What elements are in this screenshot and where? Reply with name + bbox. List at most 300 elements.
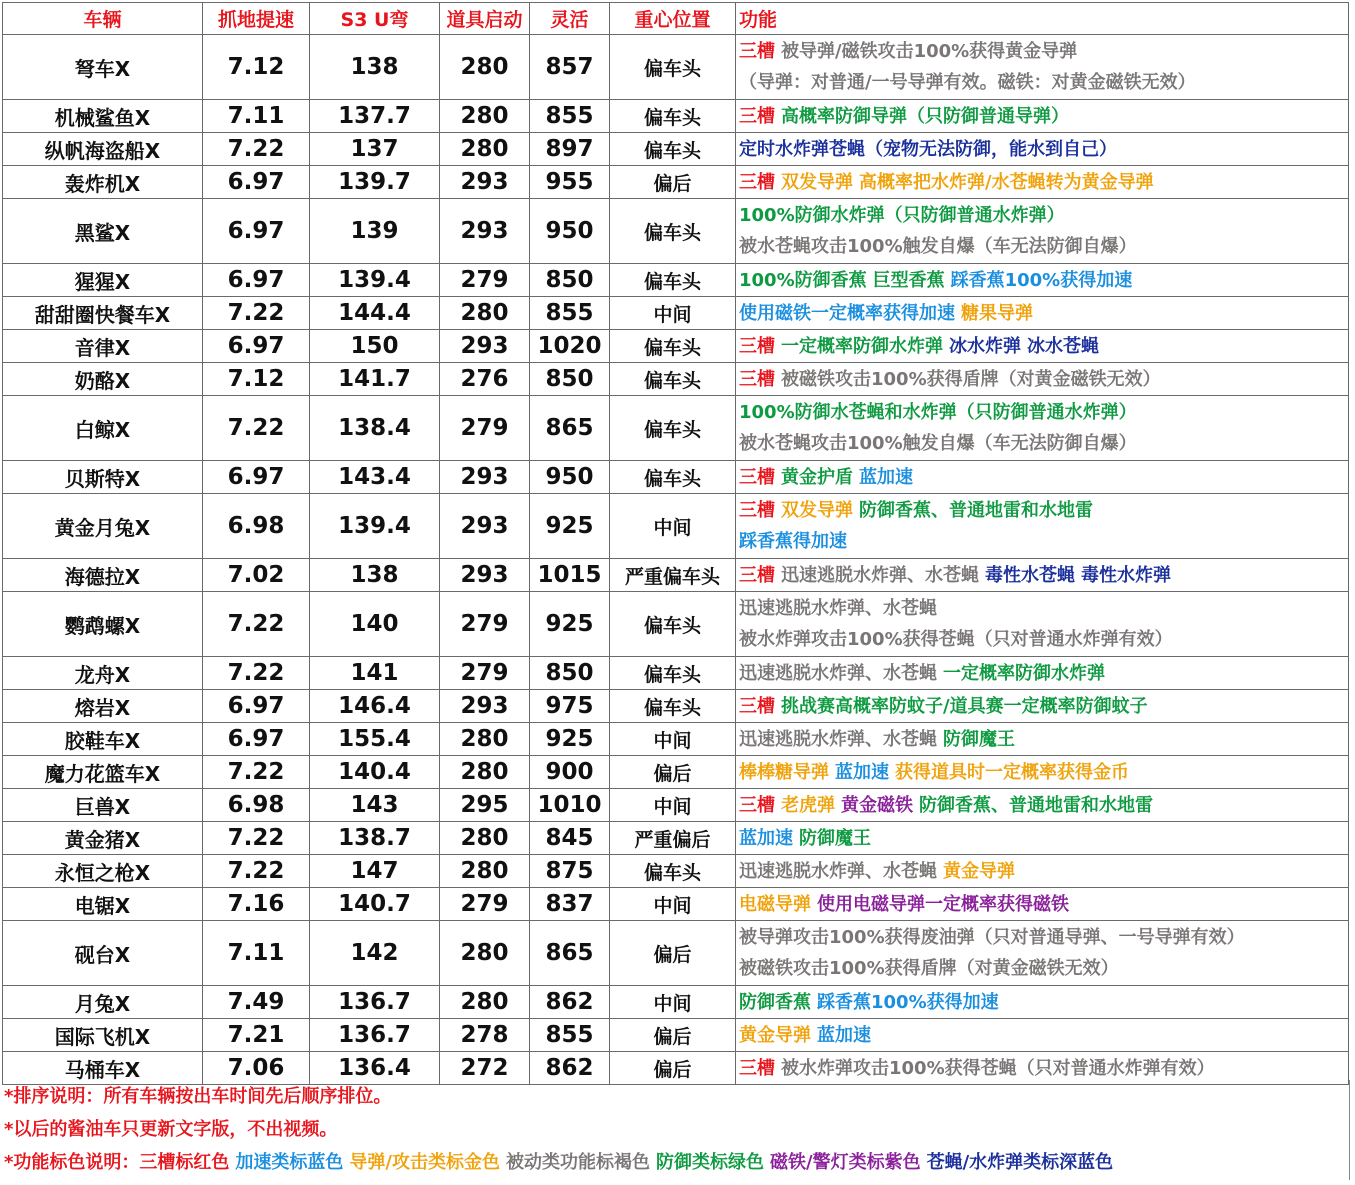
function-cell [736, 166, 1349, 199]
function-segment: 三槽 [739, 466, 775, 488]
function-line [739, 1053, 1348, 1084]
function-line [739, 757, 1348, 788]
agility-value: 865 [530, 396, 610, 461]
uturn-value: 137.7 [310, 100, 440, 133]
function-segment: 毒性水炸弹 [1081, 564, 1171, 586]
function-line [739, 495, 1348, 526]
table-row [3, 133, 1349, 166]
function-line [739, 823, 1348, 854]
item-start-value: 276 [440, 363, 530, 396]
uturn-value: 138 [310, 35, 440, 100]
function-cell [736, 822, 1349, 855]
agility-value: 925 [530, 723, 610, 756]
function-segment: （导弹：对普通/一号导弹有效。磁铁：对黄金磁铁无效） [739, 72, 1196, 93]
function-line [739, 36, 1348, 67]
agility-value: 845 [530, 822, 610, 855]
function-line [739, 298, 1348, 329]
uturn-value: 140.7 [310, 888, 440, 921]
agility-value: 837 [530, 888, 610, 921]
center-of-gravity-value: 中间 [610, 494, 736, 559]
table-row [3, 986, 1349, 1019]
table-row [3, 100, 1349, 133]
function-cell [736, 100, 1349, 133]
function-segment: 防御香蕉 [739, 991, 811, 1013]
function-segment: 蓝加速 [835, 761, 889, 783]
table-row [3, 199, 1349, 264]
footnotes [4, 1080, 1344, 1179]
grip-value: 7.22 [203, 822, 310, 855]
table-row [3, 330, 1349, 363]
grip-value: 7.11 [203, 100, 310, 133]
function-cell [736, 789, 1349, 822]
function-line [739, 953, 1348, 984]
table-row [3, 396, 1349, 461]
item-start-value: 293 [440, 330, 530, 363]
center-of-gravity-value: 偏后 [610, 1052, 736, 1085]
function-line [739, 593, 1348, 624]
vehicle-name: 龙舟X [3, 657, 203, 690]
center-of-gravity-value: 偏车头 [610, 100, 736, 133]
function-segment: 防御香蕉、普通地雷和水地雷 [859, 500, 1093, 521]
vehicle-name: 永恒之枪X [3, 855, 203, 888]
grip-value: 7.22 [203, 657, 310, 690]
function-segment: 糖果导弹 [961, 302, 1033, 324]
center-of-gravity-value: 偏车头 [610, 264, 736, 297]
item-start-value: 279 [440, 657, 530, 690]
divider [1349, 1080, 1350, 1180]
footnote-line [4, 1113, 1344, 1146]
table-row [3, 559, 1349, 592]
header-function: 功能 [736, 3, 1349, 35]
footnote-line [4, 1080, 1344, 1113]
function-cell [736, 297, 1349, 330]
table-row [3, 264, 1349, 297]
function-line [739, 790, 1348, 821]
uturn-value: 138.7 [310, 822, 440, 855]
function-segment: 被导弹攻击100%获得废油弹（只对普通导弹、一号导弹有效） [739, 927, 1245, 948]
item-start-value: 280 [440, 35, 530, 100]
agility-value: 900 [530, 756, 610, 789]
function-line [739, 624, 1348, 655]
item-start-value: 280 [440, 297, 530, 330]
header-row [3, 3, 1349, 35]
table-row [3, 1019, 1349, 1052]
grip-value: 7.11 [203, 921, 310, 986]
vehicle-name: 国际飞机X [3, 1019, 203, 1052]
center-of-gravity-value: 偏后 [610, 1019, 736, 1052]
function-segment: 迅速逃脱水炸弹、水苍蝇 [739, 598, 937, 619]
item-start-value: 293 [440, 690, 530, 723]
function-segment: 蓝加速 [859, 466, 913, 488]
agility-value: 855 [530, 100, 610, 133]
table-row [3, 690, 1349, 723]
function-cell [736, 396, 1349, 461]
grip-value: 6.97 [203, 199, 310, 264]
function-cell [736, 264, 1349, 297]
header-agility: 灵活 [530, 3, 610, 35]
function-segment: 100%防御水炸弹（只防御普通水炸弹） [739, 205, 1065, 226]
vehicle-name: 白鲸X [3, 396, 203, 461]
function-line [739, 200, 1348, 231]
agility-value: 955 [530, 166, 610, 199]
item-start-value: 279 [440, 592, 530, 657]
function-line [739, 691, 1348, 722]
function-line [739, 889, 1348, 920]
uturn-value: 136.7 [310, 1019, 440, 1052]
footnote-segment: 被动类功能标褐色 [506, 1152, 650, 1173]
function-cell [736, 1019, 1349, 1052]
function-segment: 迅速逃脱水炸弹、水苍蝇 [781, 564, 979, 586]
table-row [3, 855, 1349, 888]
function-segment: 被水炸弹攻击100%获得苍蝇（只对普通水炸弹有效） [781, 1057, 1215, 1079]
function-segment: 踩香蕉100%获得加速 [817, 991, 999, 1013]
center-of-gravity-value: 中间 [610, 789, 736, 822]
vehicle-name: 黑鲨X [3, 199, 203, 264]
agility-value: 925 [530, 592, 610, 657]
function-cell [736, 461, 1349, 494]
function-line [739, 658, 1348, 689]
item-start-value: 279 [440, 888, 530, 921]
vehicle-name: 机械鲨鱼X [3, 100, 203, 133]
grip-value: 7.06 [203, 1052, 310, 1085]
item-start-value: 280 [440, 822, 530, 855]
table-row [3, 657, 1349, 690]
function-segment: 巨型香蕉 [872, 269, 945, 291]
function-segment: 三槽 [739, 171, 775, 193]
vehicle-name: 纵帆海盗船X [3, 133, 203, 166]
center-of-gravity-value: 中间 [610, 888, 736, 921]
function-segment: 老虎弹 [781, 794, 835, 816]
function-line [739, 231, 1348, 262]
center-of-gravity-value: 偏车头 [610, 592, 736, 657]
item-start-value: 293 [440, 461, 530, 494]
function-line [739, 364, 1348, 395]
vehicle-name: 黄金月兔X [3, 494, 203, 559]
agility-value: 865 [530, 921, 610, 986]
agility-value: 850 [530, 264, 610, 297]
uturn-value: 139 [310, 199, 440, 264]
agility-value: 850 [530, 363, 610, 396]
item-start-value: 280 [440, 855, 530, 888]
function-segment: 被水炸弹攻击100%获得苍蝇（只对普通水炸弹有效） [739, 629, 1173, 650]
agility-value: 950 [530, 461, 610, 494]
function-segment: 蓝加速 [739, 827, 793, 849]
vehicle-name: 轰炸机X [3, 166, 203, 199]
function-line [739, 560, 1348, 591]
function-segment: 一定概率防御水炸弹 [943, 662, 1105, 684]
function-segment: 黄金护盾 [781, 466, 853, 488]
function-line [739, 428, 1348, 459]
vehicle-table [2, 2, 1349, 1085]
function-segment: 使用电磁导弹一定概率获得磁铁 [817, 893, 1069, 915]
function-segment: 被水苍蝇攻击100%触发自爆（车无法防御自爆） [739, 433, 1137, 454]
center-of-gravity-value: 偏车头 [610, 396, 736, 461]
header-center-of-gravity: 重心位置 [610, 3, 736, 35]
agility-value: 875 [530, 855, 610, 888]
function-segment: 迅速逃脱水炸弹、水苍蝇 [739, 662, 937, 684]
function-cell [736, 592, 1349, 657]
function-cell [736, 657, 1349, 690]
function-segment: 三槽 [739, 335, 775, 357]
function-segment: 踩香蕉得加速 [739, 531, 847, 552]
function-cell [736, 363, 1349, 396]
vehicle-name: 砚台X [3, 921, 203, 986]
center-of-gravity-value: 偏车头 [610, 330, 736, 363]
table-row [3, 494, 1349, 559]
agility-value: 1020 [530, 330, 610, 363]
uturn-value: 147 [310, 855, 440, 888]
agility-value: 855 [530, 297, 610, 330]
function-segment: 防御魔王 [799, 827, 871, 849]
grip-value: 7.22 [203, 297, 310, 330]
table-row [3, 789, 1349, 822]
function-segment: 被导弹/磁铁攻击100%获得黄金导弹 [781, 41, 1078, 62]
function-line [739, 397, 1348, 428]
agility-value: 850 [530, 657, 610, 690]
grip-value: 7.12 [203, 35, 310, 100]
item-start-value: 280 [440, 100, 530, 133]
function-segment: 防御魔王 [943, 728, 1015, 750]
function-segment: 三槽 [739, 794, 775, 816]
function-cell [736, 494, 1349, 559]
vehicle-name: 鹦鹉螺X [3, 592, 203, 657]
item-start-value: 272 [440, 1052, 530, 1085]
function-segment: 双发导弹 [781, 171, 853, 193]
grip-value: 7.49 [203, 986, 310, 1019]
uturn-value: 139.7 [310, 166, 440, 199]
center-of-gravity-value: 中间 [610, 723, 736, 756]
center-of-gravity-value: 偏后 [610, 921, 736, 986]
uturn-value: 141 [310, 657, 440, 690]
uturn-value: 138.4 [310, 396, 440, 461]
footnote-segment: *排序说明：所有车辆按出车时间先后顺序排位。 [4, 1086, 392, 1107]
function-segment: 冰水苍蝇 [1027, 335, 1099, 357]
grip-value: 6.98 [203, 789, 310, 822]
agility-value: 1015 [530, 559, 610, 592]
vehicle-name: 巨兽X [3, 789, 203, 822]
function-line [739, 331, 1348, 362]
table-row [3, 461, 1349, 494]
uturn-value: 144.4 [310, 297, 440, 330]
center-of-gravity-value: 偏车头 [610, 657, 736, 690]
function-segment: 使用磁铁一定概率获得加速 [739, 302, 955, 324]
function-line [739, 67, 1348, 98]
agility-value: 857 [530, 35, 610, 100]
item-start-value: 280 [440, 986, 530, 1019]
function-segment: 获得道具时一定概率获得金币 [895, 761, 1129, 783]
function-cell [736, 855, 1349, 888]
function-segment: 黄金导弹 [943, 860, 1015, 882]
agility-value: 1010 [530, 789, 610, 822]
grip-value: 6.97 [203, 723, 310, 756]
grip-value: 7.22 [203, 133, 310, 166]
vehicle-name: 月兔X [3, 986, 203, 1019]
function-line [739, 167, 1348, 198]
function-cell [736, 921, 1349, 986]
uturn-value: 150 [310, 330, 440, 363]
function-cell [736, 559, 1349, 592]
item-start-value: 295 [440, 789, 530, 822]
uturn-value: 146.4 [310, 690, 440, 723]
uturn-value: 143 [310, 789, 440, 822]
center-of-gravity-value: 偏车头 [610, 199, 736, 264]
agility-value: 950 [530, 199, 610, 264]
function-segment: 高概率把水炸弹/水苍蝇转为黄金导弹 [859, 171, 1154, 193]
function-segment: 挑战赛高概率防蚊子/道具赛一定概率防御蚊子 [781, 695, 1148, 717]
function-segment: 一定概率防御水炸弹 [781, 335, 943, 357]
grip-value: 7.12 [203, 363, 310, 396]
function-line [739, 856, 1348, 887]
center-of-gravity-value: 偏车头 [610, 461, 736, 494]
function-cell [736, 756, 1349, 789]
table-row [3, 822, 1349, 855]
vehicle-name: 黄金猪X [3, 822, 203, 855]
function-segment: 冰水炸弹 [949, 335, 1021, 357]
function-cell [736, 690, 1349, 723]
center-of-gravity-value: 偏车头 [610, 363, 736, 396]
vehicle-name: 猩猩X [3, 264, 203, 297]
function-segment: 迅速逃脱水炸弹、水苍蝇 [739, 728, 937, 750]
vehicle-name: 贝斯特X [3, 461, 203, 494]
grip-value: 6.97 [203, 264, 310, 297]
footnote-segment: 苍蝇/水炸弹类标深蓝色 [926, 1152, 1114, 1173]
footnote-segment: 防御类标绿色 [656, 1152, 764, 1173]
function-segment: 定时水炸弹苍蝇（宠物无法防御，能水到自己） [739, 138, 1117, 160]
center-of-gravity-value: 偏车头 [610, 133, 736, 166]
grip-value: 6.97 [203, 690, 310, 723]
footnote-segment: 磁铁/警灯类标紫色 [770, 1152, 921, 1173]
function-cell [736, 133, 1349, 166]
vehicle-name: 马桶车X [3, 1052, 203, 1085]
agility-value: 975 [530, 690, 610, 723]
function-segment: 三槽 [739, 1057, 775, 1079]
uturn-value: 137 [310, 133, 440, 166]
function-cell [736, 723, 1349, 756]
item-start-value: 293 [440, 166, 530, 199]
agility-value: 862 [530, 986, 610, 1019]
function-segment: 高概率防御导弹（只防御普通导弹） [781, 105, 1069, 127]
uturn-value: 140.4 [310, 756, 440, 789]
table-row [3, 35, 1349, 100]
footnote-segment: *功能标色说明：三槽标红色 [4, 1152, 230, 1173]
function-segment: 迅速逃脱水炸弹、水苍蝇 [739, 860, 937, 882]
vehicle-name: 奶酪X [3, 363, 203, 396]
table-row [3, 297, 1349, 330]
uturn-value: 143.4 [310, 461, 440, 494]
function-segment: 踩香蕉100%获得加速 [950, 269, 1133, 291]
function-line [739, 462, 1348, 493]
vehicle-name: 甜甜圈快餐车X [3, 297, 203, 330]
function-line [739, 987, 1348, 1018]
grip-value: 7.22 [203, 855, 310, 888]
function-segment: 毒性水苍蝇 [985, 564, 1075, 586]
center-of-gravity-value: 严重偏后 [610, 822, 736, 855]
grip-value: 6.97 [203, 461, 310, 494]
table-row [3, 921, 1349, 986]
center-of-gravity-value: 偏后 [610, 756, 736, 789]
function-segment: 防御香蕉、普通地雷和水地雷 [919, 794, 1153, 816]
uturn-value: 136.7 [310, 986, 440, 1019]
item-start-value: 293 [440, 199, 530, 264]
grip-value: 7.22 [203, 756, 310, 789]
uturn-value: 139.4 [310, 264, 440, 297]
vehicle-name: 胶鞋车X [3, 723, 203, 756]
function-line [739, 1020, 1348, 1051]
function-segment: 三槽 [739, 368, 775, 390]
item-start-value: 279 [440, 396, 530, 461]
item-start-value: 280 [440, 756, 530, 789]
function-segment: 黄金磁铁 [841, 794, 913, 816]
function-line [739, 101, 1348, 132]
agility-value: 855 [530, 1019, 610, 1052]
agility-value: 925 [530, 494, 610, 559]
item-start-value: 293 [440, 494, 530, 559]
function-cell [736, 330, 1349, 363]
footnote-segment: 加速类标蓝色 [235, 1152, 344, 1173]
function-line [739, 265, 1348, 296]
center-of-gravity-value: 偏车头 [610, 35, 736, 100]
table-row [3, 363, 1349, 396]
uturn-value: 136.4 [310, 1052, 440, 1085]
function-segment: 三槽 [739, 695, 775, 717]
center-of-gravity-value: 偏车头 [610, 855, 736, 888]
item-start-value: 280 [440, 921, 530, 986]
uturn-value: 142 [310, 921, 440, 986]
function-cell [736, 888, 1349, 921]
function-segment: 100%防御水苍蝇和水炸弹（只防御普通水炸弹） [739, 402, 1137, 423]
uturn-value: 140 [310, 592, 440, 657]
function-segment: 被磁铁攻击100%获得盾牌（对黄金磁铁无效） [781, 368, 1161, 390]
function-segment: 电磁导弹 [739, 893, 811, 915]
table-row [3, 723, 1349, 756]
function-segment: 三槽 [739, 500, 775, 521]
function-cell [736, 199, 1349, 264]
grip-value: 7.21 [203, 1019, 310, 1052]
function-line [739, 724, 1348, 755]
footnote-line [4, 1146, 1344, 1179]
grip-value: 7.22 [203, 592, 310, 657]
grip-value: 7.02 [203, 559, 310, 592]
table-row [3, 756, 1349, 789]
header-uturn: S3 U弯 [310, 3, 440, 35]
header-item-start: 道具启动 [440, 3, 530, 35]
table-row [3, 166, 1349, 199]
vehicle-name: 音律X [3, 330, 203, 363]
grip-value: 7.22 [203, 396, 310, 461]
item-start-value: 280 [440, 133, 530, 166]
vehicle-name: 熔岩X [3, 690, 203, 723]
uturn-value: 155.4 [310, 723, 440, 756]
table-row [3, 888, 1349, 921]
agility-value: 862 [530, 1052, 610, 1085]
item-start-value: 293 [440, 559, 530, 592]
item-start-value: 279 [440, 264, 530, 297]
vehicle-name: 弩车X [3, 35, 203, 100]
function-segment: 100%防御香蕉 [739, 269, 867, 291]
center-of-gravity-value: 偏车头 [610, 690, 736, 723]
uturn-value: 141.7 [310, 363, 440, 396]
vehicle-name: 电锯X [3, 888, 203, 921]
function-cell [736, 986, 1349, 1019]
uturn-value: 139.4 [310, 494, 440, 559]
function-segment: 棒棒糖导弹 [739, 761, 829, 783]
function-segment: 蓝加速 [817, 1024, 871, 1046]
vehicle-name: 海德拉X [3, 559, 203, 592]
footnote-segment: *以后的酱油车只更新文字版，不出视频。 [4, 1119, 338, 1140]
header-vehicle: 车辆 [3, 3, 203, 35]
function-segment: 黄金导弹 [739, 1024, 811, 1046]
function-line [739, 922, 1348, 953]
